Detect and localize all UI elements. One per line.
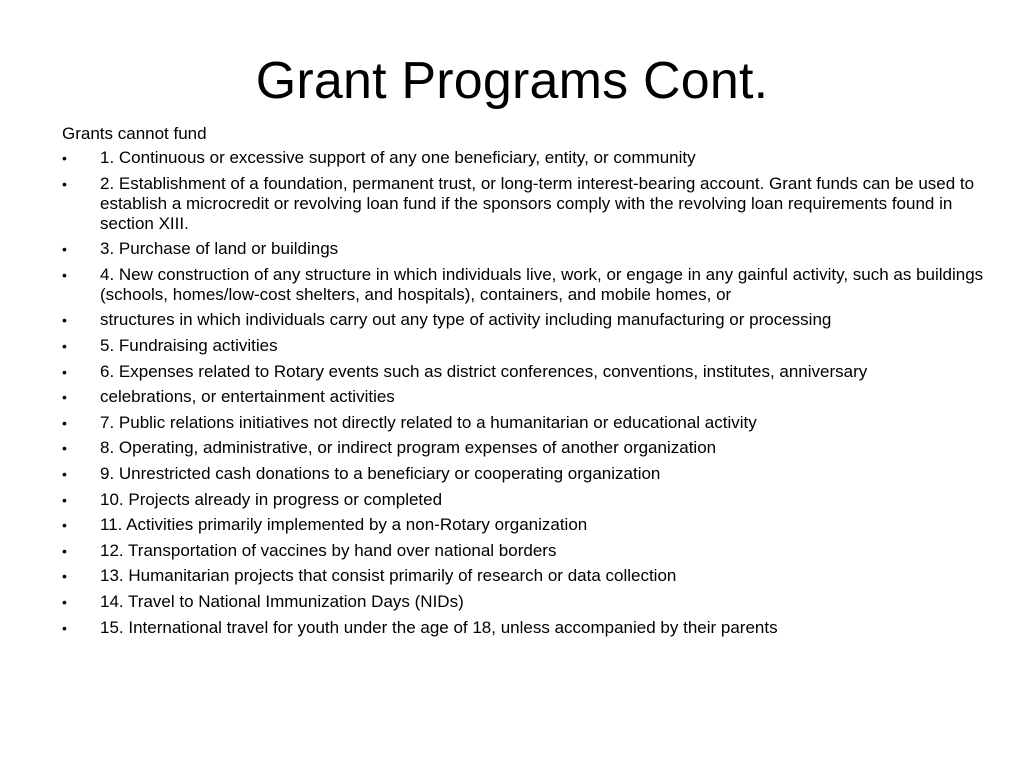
list-item: [62, 413, 992, 433]
list-item-text: 4. New construction of any structure in which individuals live, work, or engage in any gainful activity, such as buildings (schools, homes/low-cost shelters, and hospitals), containers, and mobile homes, or: [100, 264, 984, 304]
list-item: [62, 310, 992, 330]
intro-text: Grants cannot fund: [62, 124, 207, 143]
list-item-text: 2. Establishment of a foundation, permanent trust, or long-term interest-bearing account. Grant funds can be used to establish a microcredit or revolving loan fund if the sponsors comply with the revolving loan requirements found in section XIII.: [100, 173, 975, 233]
list-item-text: 15. International travel for youth under the age of 18, unless accompanied by their parents: [100, 617, 778, 637]
list-item-text: celebrations, or entertainment activities: [100, 387, 395, 407]
bullet-icon: •: [62, 389, 67, 406]
list-item-text: 6. Expenses related to Rotary events such as district conferences, conventions, institutes, anniversary: [100, 361, 868, 381]
bullet-icon: •: [62, 241, 67, 258]
list-item-text: 12. Transportation of vaccines by hand over national borders: [100, 540, 557, 560]
list-item: [62, 387, 992, 407]
bullet-list: [62, 148, 992, 638]
bullet-icon: •: [62, 363, 67, 380]
list-item: [62, 618, 992, 638]
bullet-icon: •: [62, 568, 67, 585]
bullet-icon: •: [62, 619, 67, 636]
list-item-text: 14. Travel to National Immunization Days (NIDs): [100, 591, 464, 611]
bullet-icon: •: [62, 414, 67, 431]
bullet-icon: •: [62, 542, 67, 559]
list-item-text: 1. Continuous or excessive support of any one beneficiary, entity, or community: [100, 148, 696, 167]
bullet-icon: •: [62, 175, 67, 192]
bullet-icon: •: [62, 337, 67, 354]
slide-title: Grant Programs Cont.: [255, 52, 769, 110]
bullet-icon: •: [62, 517, 67, 534]
list-item-text: 5. Fundraising activities: [100, 335, 278, 355]
list-item: [62, 336, 992, 356]
list-item: [62, 148, 992, 168]
list-item: [62, 438, 992, 458]
list-item: [62, 174, 992, 234]
bullet-icon: •: [62, 150, 67, 166]
list-item-text: structures in which individuals carry out any type of activity including manufacturing or processing: [100, 310, 832, 330]
bullet-icon: •: [62, 593, 67, 610]
list-item: [62, 566, 992, 586]
list-item-text: 7. Public relations initiatives not directly related to a humanitarian or educational activity: [100, 412, 757, 432]
list-item: [62, 265, 992, 305]
list-item-text: 3. Purchase of land or buildings: [100, 239, 339, 259]
list-item: [62, 464, 992, 484]
bullet-icon: •: [62, 440, 67, 457]
list-item: [62, 592, 992, 612]
list-item: [62, 515, 992, 535]
list-item-text: 8. Operating, administrative, or indirect program expenses of another organization: [100, 438, 717, 458]
list-item: [62, 541, 992, 561]
list-item-text: 9. Unrestricted cash donations to a beneficiary or cooperating organization: [100, 463, 661, 483]
list-item-text: 13. Humanitarian projects that consist primarily of research or data collection: [100, 566, 677, 586]
list-item: [62, 239, 992, 259]
bullet-icon: •: [62, 465, 67, 482]
bullet-icon: •: [62, 312, 67, 329]
list-item-text: 10. Projects already in progress or completed: [100, 489, 443, 509]
bullet-icon: •: [62, 491, 67, 508]
list-item-text: 11. Activities primarily implemented by a non-Rotary organization: [100, 515, 588, 535]
list-item: [62, 362, 992, 382]
list-item: [62, 490, 992, 510]
bullet-icon: •: [62, 266, 67, 283]
slide-body: [62, 123, 992, 643]
